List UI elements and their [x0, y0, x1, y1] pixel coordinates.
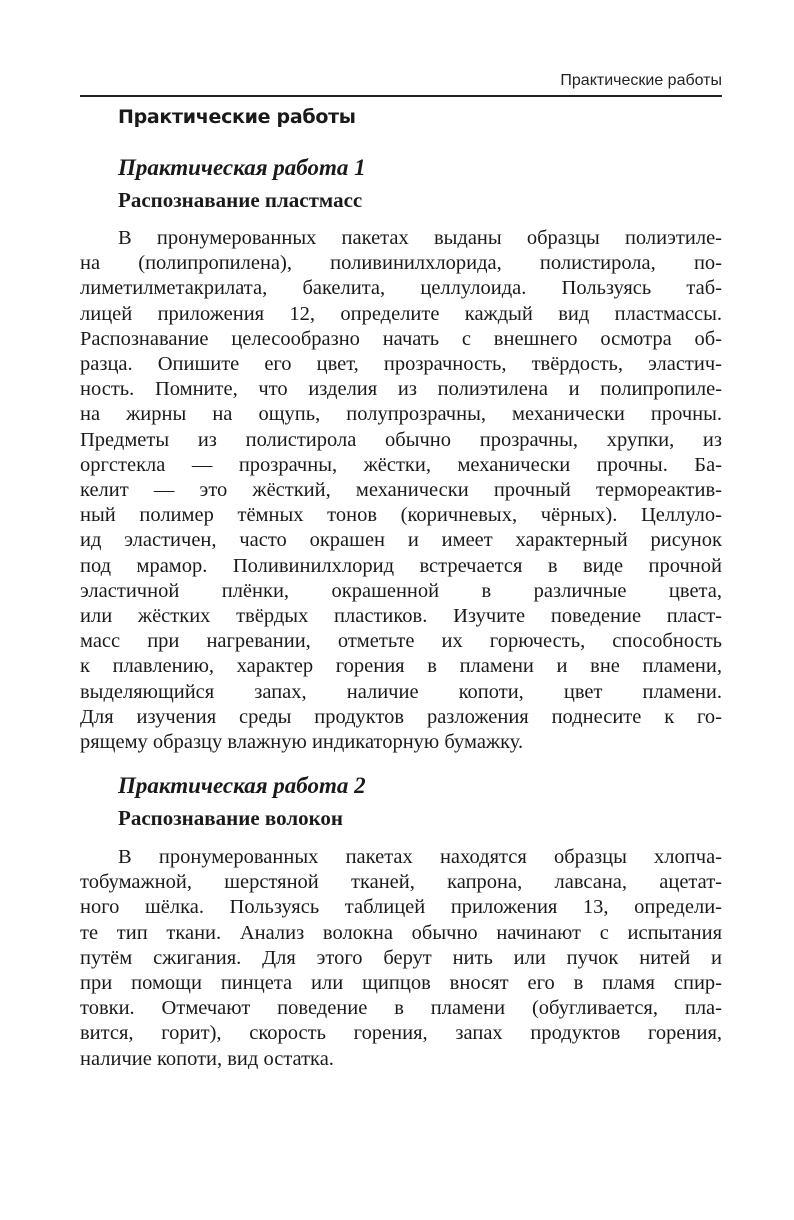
text-line: на (полипропилена), поливинилхлорида, полистирола, по-	[80, 252, 722, 275]
text-line: келит — это жёсткий, механически прочный термореактив-	[80, 479, 722, 502]
text-line: лицей приложения 12, определите каждый вид пластмассы.	[80, 302, 722, 325]
text-line: или жёстких твёрдых пластиков. Изучите поведение пласт-	[80, 605, 722, 628]
text-line: вится, горит), скорость горения, запах продуктов горения,	[80, 1022, 722, 1045]
text-line: под мрамор. Поливинилхлорид встречается в виде прочной	[80, 554, 722, 577]
section-title: Практические работы	[118, 106, 356, 128]
text-line: наличие копоти, вид остатка.	[80, 1047, 334, 1070]
work-1-text	[80, 226, 722, 755]
text-line: ный полимер тёмных тонов (коричневых, чёрных). Целлуло-	[80, 504, 722, 527]
text-line: выделяющийся запах, наличие копоти, цвет пламени.	[80, 680, 722, 703]
work-1-subtitle: Распознавание пластмасс	[118, 188, 363, 212]
text-line: эластичной плёнки, окрашенной в различные цвета,	[80, 579, 722, 602]
text-line: рящему образцу влажную индикаторную бумажку.	[80, 731, 524, 754]
text-line: Для изучения среды продуктов разложения поднесите к го-	[80, 705, 722, 728]
work-2-subtitle: Распознавание волокон	[118, 806, 344, 830]
text-line: В пронумерованных пакетах выданы образцы полиэтиле-	[118, 227, 722, 249]
text-line: ность. Помните, что изделия из полиэтилена и полипропиле-	[80, 378, 722, 401]
text-line: лиметилметакрилата, бакелита, целлулоида. Пользуясь таб-	[80, 277, 722, 300]
text-line: ного шёлка. Пользуясь таблицей приложения 13, определи-	[80, 896, 722, 919]
text-line: к плавлению, характер горения в пламени и вне пламени,	[80, 655, 722, 678]
work-2-title: Практическая работа 2	[118, 773, 366, 798]
text-line: Предметы из полистирола обычно прозрачны, хрупки, из	[80, 428, 722, 451]
text-line: при помощи пинцета или щипцов вносят его в пламя спир-	[80, 972, 722, 995]
text-line: товки. Отмечают поведение в пламени (обугливается, пла-	[80, 997, 722, 1020]
text-line: разца. Опишите его цвет, прозрачность, твёрдость, эластич-	[80, 353, 722, 376]
text-line: оргстекла — прозрачны, жёстки, механически прочны. Ба-	[80, 453, 722, 476]
text-line: В пронумерованных пакетах находятся образцы хлопча-	[118, 846, 722, 868]
running-header: Практические работы	[560, 72, 722, 89]
text-line: на жирны на ощупь, полупрозрачны, механически прочны.	[80, 403, 722, 426]
header-rule	[80, 95, 722, 97]
text-line: тобумажной, шерстяной тканей, капрона, лавсана, ацетат-	[80, 871, 722, 894]
text-line: путём сжигания. Для этого берут нить или пучок нитей и	[80, 946, 722, 969]
work-2-text	[80, 845, 722, 1072]
text-line: ид эластичен, часто окрашен и имеет характерный рисунок	[80, 529, 722, 552]
text-line: те тип ткани. Анализ волокна обычно начинают с испытания	[80, 921, 722, 944]
text-line: Распознавание целесообразно начать с внешнего осмотра об-	[80, 327, 722, 350]
work-1-title: Практическая работа 1	[118, 155, 366, 180]
text-line: масс при нагревании, отметьте их горючесть, способность	[80, 630, 722, 653]
